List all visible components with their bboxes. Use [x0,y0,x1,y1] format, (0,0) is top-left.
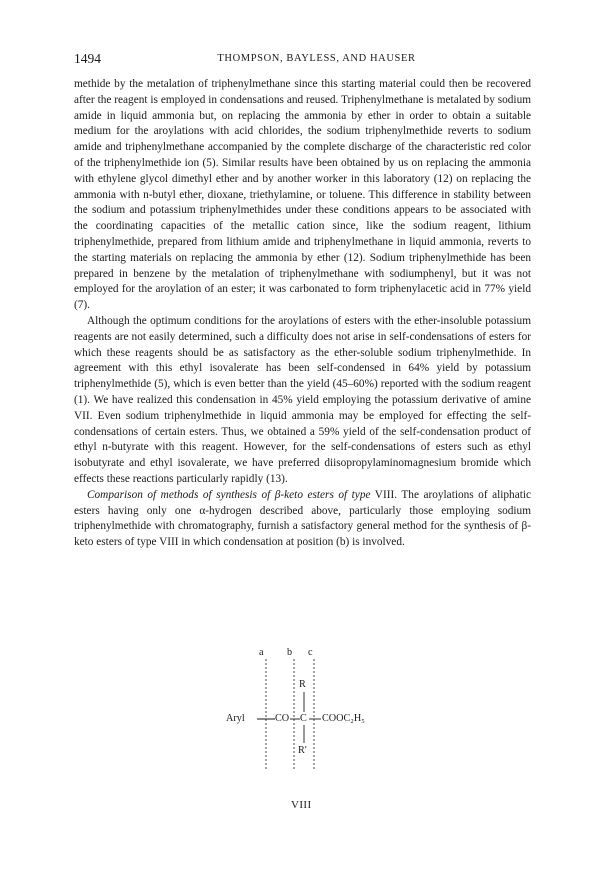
position-label-b: b [287,647,293,658]
paragraph-self-condensation: Although the optimum conditions for the aroylations of esters with the ether-insoluble potassium reagents are not easily determined, such a difficulty does not arise in self-condensations of esters for which these reagents should be as satisfactory as the ether-soluble sodium triphenylmethide. In agreement with this ethyl isovalerate has been self-condensed in 64% yield by potassium triphenylmethide (5), which is even better than the yield (45–60%) reported with the sodium reagent (1). We have realized this condensation in 45% yield employing the potassium derivative of amine VII. Even sodium triphenylmethide in liquid ammonia may be employed for effecting the self-condensations of certain esters. Thus, we obtained a 59% yield of the self-condensation product of ethyl n-butyrate with this reagent. However, for the self-condensations of esters such as ethyl isobutyrate and ethyl isovalerate, we have preferred diisopropylaminomagnesium bromide which effects these reactions particularly rapidly (13). [74,314,531,485]
paragraph-continued: methide by the metalation of triphenylmethane since this starting material could then be recovered after the reagent is employed in condensations and reused. Triphenylmethane is metalated by sodium amide in liquid ammonia but, on replacing the ammonia by ether in order to obtain a suitable medium for the aroylations with acid chlorides, the sodium triphenylmethide reverts to sodium amide and triphenylmethane accompanied by the complete discharge of the characteristic red color of the triphenylmethide ion (5). Similar results have been obtained by us on replacing the ammonia with ethylene glycol dimethyl ether and by another worker in this laboratory (12) on replacing the ammonia with n-butyl ether, dioxane, triethylamine, or toluene. This difference in stability between the sodium and potassium triphenylmethides under these conditions appears to be associated with the coordinating capacities of the metallic cation since, like the sodium reagent, lithium triphenylmethide, prepared from lithium amide and triphenylmethane in liquid ammonia, reverts to the starting materials on replacing the ammonia by ether (12). Sodium triphenylmethide has been prepared in benzene by the metalation of triphenylmethane with sodiumphenyl, but it was not employed for the aroylation of an ester; it was carbonated to form triphenylacetic acid in 77% yield (7). [74,78,531,312]
section-heading-suffix: VIII. [370,488,398,501]
carbonyl-group: CO [275,713,290,724]
position-label-a: a [259,647,264,658]
section-text: The aroylations of aliphatic esters having only one α-hydrogen described above, particularly those employing sodium triphenylmethide with chromatography, furnish a satisfactory general method for the synthesis of β-keto esters of type VIII in which condensation at position (b) is involved. [74,488,532,549]
article-body [74,77,531,551]
page-header [74,51,531,69]
position-label-c: c [308,647,313,658]
running-title: THOMPSON, BAYLESS, AND HAUSER [217,53,416,64]
paragraph-comparison [74,488,531,551]
page-number: 1494 [74,51,101,66]
chemical-structure-viii [226,645,401,775]
alpha-carbon: C [300,713,307,724]
aryl-group: Aryl [226,713,245,724]
section-heading: Comparison of methods of synthesis of β-keto esters of type [87,488,371,501]
substituent-r-prime: R′ [298,745,308,756]
ester-group: COOC₂H₅ [322,713,365,724]
substituent-r: R [299,679,306,690]
bond-lines [226,645,401,775]
compound-label: VIII [291,799,312,811]
